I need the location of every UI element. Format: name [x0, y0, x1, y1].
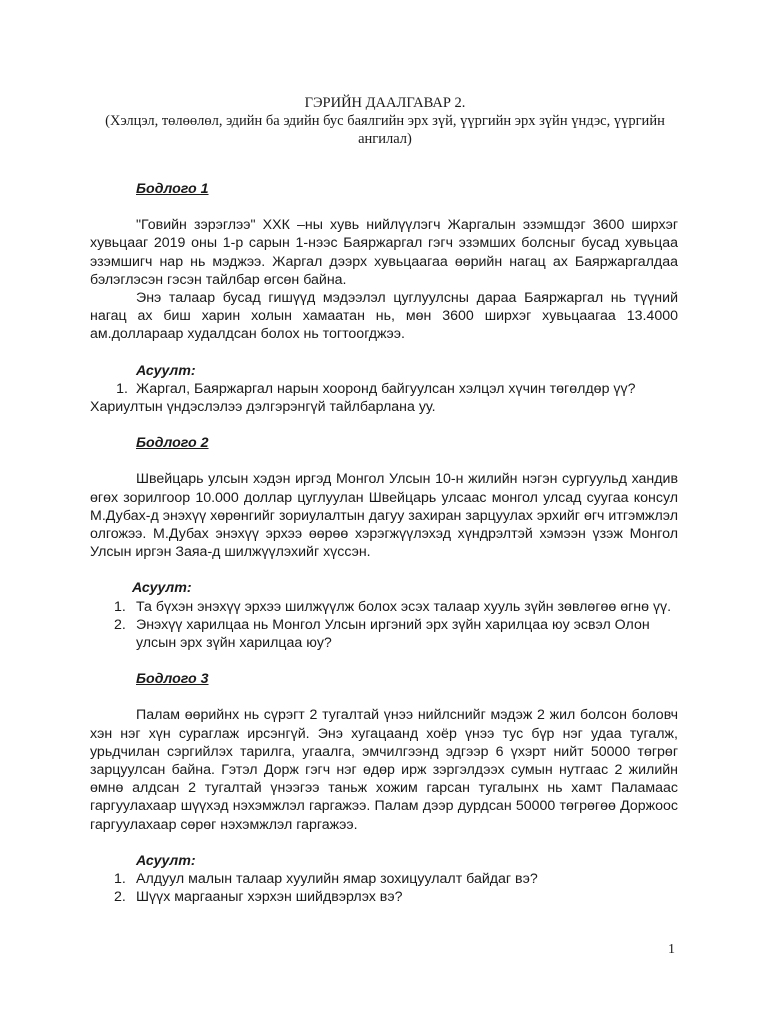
page-number: 1 [668, 942, 675, 957]
question-number: 2. [114, 889, 126, 906]
problem-2-heading: Бодлого 2 [136, 435, 209, 452]
document-subtitle: (Хэлцэл, төлөөлөл, эдийн ба эдийн бус баялгийн эрх зүй, үүргийн эрх зүйн үндэс, үүргийн [105, 113, 665, 129]
problem-2-question-list [90, 598, 678, 653]
document-title: ГЭРИЙН ДААЛГАВАР 2. [304, 95, 466, 111]
question-item [90, 888, 678, 906]
problem-2-question-label: Асуулт: [132, 580, 192, 597]
question-text: Шүүх маргааныг хэрхэн шийдвэрлэх вэ? [136, 889, 403, 906]
question-number: 1. [114, 871, 126, 888]
problem-3-heading: Бодлого 3 [136, 671, 209, 688]
document-subtitle-cont: ангилал) [358, 131, 412, 147]
problem-1-question-list [90, 380, 678, 416]
problem-1-question-label: Асуулт: [136, 362, 196, 379]
question-text: Жаргал, Баяржаргал нарын хооронд байгуулсан хэлцэл хүчин төгөлдөр үү? Хариултын үндэслэлээ дэлгэрэнгүй тайлбарлана уу. [90, 380, 636, 416]
question-text: Та бүхэн энэхүү эрхээ шилжүүлж болох эсэх талаар хууль зүйн зөвлөгөө өгнө үү. [136, 598, 672, 615]
problem-3-paragraph-1: Палам өөрийнх нь сүрэгт 2 тугалтай үнээ нийлснийг мэдэж 2 жил болсон боловч хэн нэг хүн сураглаж ирсэнгүй. Энэ хугацаанд хоёр үнээ тус бүр нэг удаа тугалж, урьдчилан сэргийлэх тарилга, угаалга, эмчилгээнд эдгээр 6 үхэрт нийт 50000 төгрөг зарцуулсан байна. Гэтэл Дорж гэгч нэг өдөр ирж зэргэлдээх сумын нутгаас 2 жилийн өмнө алдсан 2 тугалтай үнээгээ таньж хожим гарсан тугалынх нь хамт Паламаас гаргуулахаар шүүхэд нэхэмжлэл гаргажээ. Палам дээр дурдсан 50000 төгрөгөө Доржоос гаргуулахаар сөрөг нэхэмжлэл гаргажээ. [90, 707, 678, 833]
problem-1-paragraph-2: Энэ талаар бусад гишүүд мэдээлэл цуглуулсны дараа Баяржаргал нь түүний нагац ах биш харин холын хамаатан нь, мөн 3600 ширхэг хувьцаагаа 13.4000 ам.доллараар худалдсан болох нь тогтоогджээ. [90, 290, 678, 343]
document-body [90, 180, 678, 907]
question-item [90, 870, 678, 888]
question-number: 1. [116, 380, 128, 397]
question-text: Энэхүү харилцаа нь Монгол Улсын иргэний эрх зүйн харилцаа юу эсвэл Олон улсын эрх зүйн харилцаа юу? [136, 616, 650, 652]
question-number: 1. [114, 598, 126, 615]
problem-3-question-list [90, 870, 678, 906]
question-text: Алдуул малын талаар хуулийн ямар зохицуулалт байдаг вэ? [136, 871, 538, 888]
title-block [90, 94, 680, 148]
question-item [90, 598, 678, 616]
question-item [90, 380, 678, 416]
problem-3-question-label: Асуулт: [136, 852, 196, 869]
problem-2-paragraph-1: Швейцарь улсын хэдэн иргэд Монгол Улсын 10-н жилийн нэгэн сургуульд хандив өгөх зорилгоор 10.000 доллар цуглуулан Швейцарь улсаас монгол улсад суугаа консул М.Дубах-д энэхүү хөрөнгийг зориулалтын дагуу захиран зарцуулах эрхийг өгч итгэмжлэл олгожээ. М.Дубах энэхүү эрхээ өөрөө хэрэгжүүлэхэд хүндрэлтэй хэмээн үзэж Монгол Улсын иргэн Заяа-д шилжүүлэхийг хүссэн. [90, 471, 678, 561]
question-number: 2. [114, 616, 126, 633]
question-item [90, 616, 678, 652]
problem-1-paragraph-1: "Говийн зэрэглээ" ХХК –ны хувь нийлүүлэгч Жаргалын эзэмшдэг 3600 ширхэг хувьцааг 2019 оны 1-р сарын 1-нээс Баяржаргал гэгч эзэмших болсныг бусад хувьцаа эзэмшигч нар нь мэджээ. Жаргал дээрх хувьцаагаа өөрийн нагац ах Баяржаргалдаа бэлэглэсэн гэсэн тайлбар өгсөн байна. [90, 217, 678, 288]
problem-1-heading: Бодлого 1 [136, 181, 209, 197]
